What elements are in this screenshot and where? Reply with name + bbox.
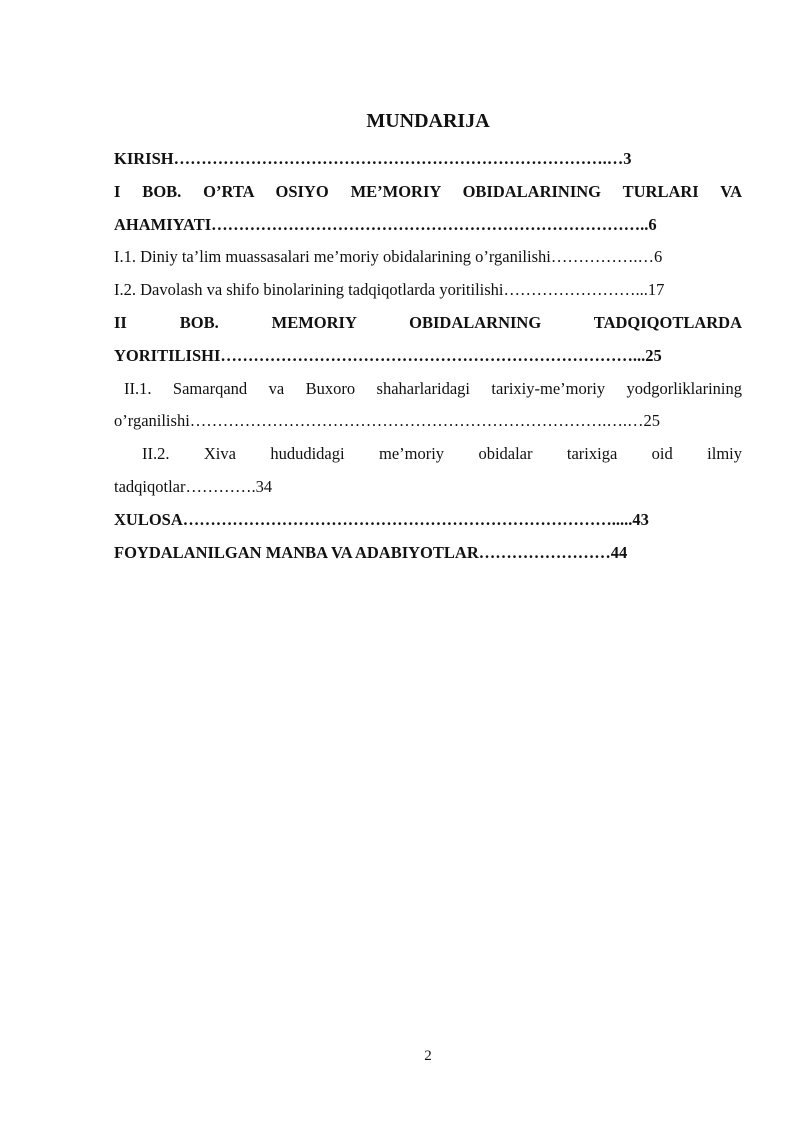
toc-entry-section-2-2-line1: II.2. Xiva hududidagi me’moriy obidalar tarixiga oid ilmiy: [142, 444, 742, 464]
toc-entry-kirish: KIRISH…………………………………………………………………….…3: [114, 149, 632, 168]
toc-entry-section-1-2: I.2. Davolash va shifo binolarining tadqiqotlarda yoritilishi……………………...17: [114, 280, 665, 300]
toc-entry-section-2-2-line2: tadqiqotlar………….34: [114, 476, 273, 496]
toc-entry-bob1-line2: AHAMIYATI……………………………………………………………………..6: [114, 214, 657, 234]
toc-entry-section-1-1: I.1. Diniy ta’lim muassasalari me’moriy obidalarining o’rganilishi…………….…6: [114, 247, 663, 267]
table-of-contents: [114, 143, 742, 569]
toc-entry-bob2-line1: II BOB. MEMORIY OBIDALARNING TADQIQOTLARDA: [114, 312, 742, 332]
page-title: MUNDARIJA: [366, 110, 490, 132]
page-number: 2: [424, 1048, 432, 1064]
toc-entry-section-2-1-line1: II.1. Samarqand va Buxoro shaharlaridagi tarixiy-me’moriy yodgorliklarining: [124, 378, 742, 398]
toc-entry-foydalanilgan: FOYDALANILGAN MANBA VA ADABIYOTLAR……………………44: [114, 542, 628, 562]
toc-entry-section-2-1-line2: o’rganilishi………………………………………………………………….….…25: [114, 411, 661, 431]
toc-entry-bob1-line1: I BOB. O’RTA OSIYO ME’MORIY OBIDALARINING TURLARI VA: [114, 181, 742, 201]
toc-entry-bob2-line2: YORITILISHI…………………………………………………………………...25: [114, 345, 662, 365]
toc-entry-xulosa: XULOSA…………………………………………………………………….....43: [114, 509, 649, 529]
